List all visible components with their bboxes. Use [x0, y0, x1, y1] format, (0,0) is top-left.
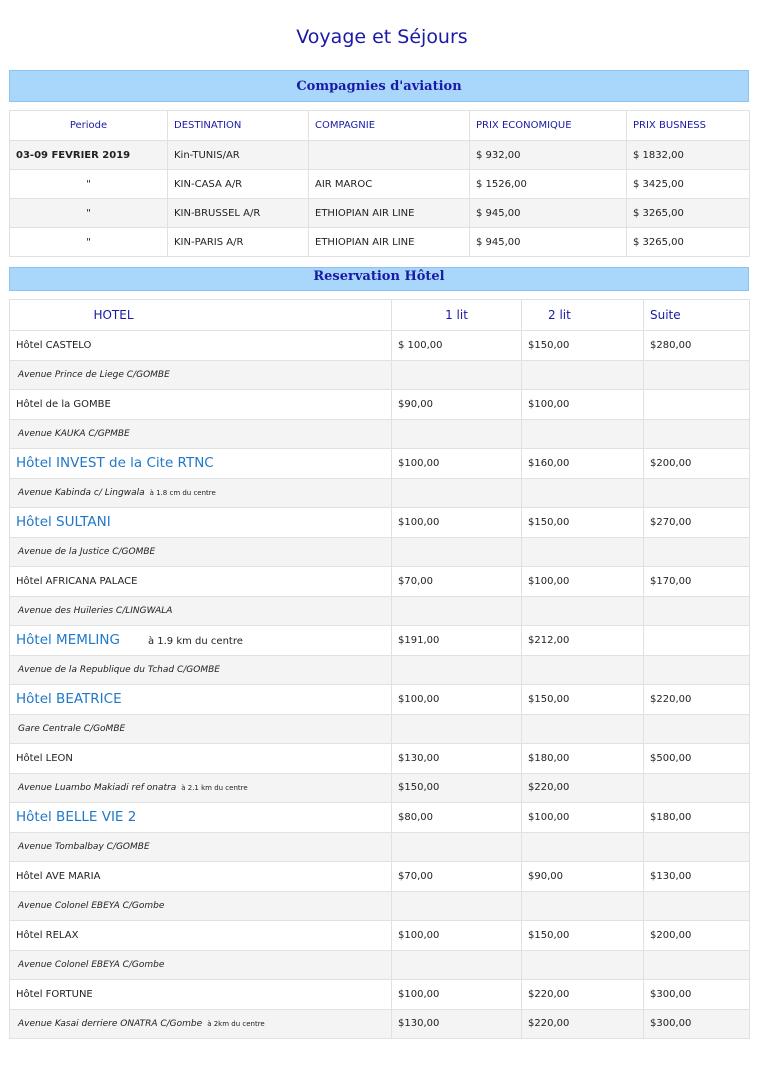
price-double: $150,00 — [522, 685, 644, 715]
hotel-address — [10, 891, 392, 921]
hotel-address — [10, 1009, 392, 1039]
hotel-name — [10, 744, 392, 774]
price-double — [522, 891, 644, 921]
hotel-address-row — [10, 891, 750, 921]
hotel-name — [10, 626, 392, 656]
flights-cell-business: $ 3265,00 — [627, 228, 750, 257]
price-single: $100,00 — [392, 921, 522, 951]
hotel-name-text: Hôtel RELAX — [16, 929, 79, 941]
hotels-header-suite: Suite — [644, 300, 750, 331]
price-suite — [644, 537, 750, 567]
hotel-address-text: Avenue Colonel EBEYA C/Gombe — [18, 901, 165, 912]
price-single — [392, 596, 522, 626]
price-single: $70,00 — [392, 567, 522, 597]
price-suite: $200,00 — [644, 449, 750, 479]
flights-cell-company — [309, 141, 470, 170]
hotel-address-text: Avenue Kabinda c/ Lingwala — [18, 488, 145, 499]
hotel-name — [10, 803, 392, 833]
flights-cell-destination: KIN-CASA A/R — [168, 170, 309, 199]
hotel-address-text: Avenue de la Republique du Tchad C/GOMBE — [18, 665, 220, 676]
price-suite: $280,00 — [644, 331, 750, 361]
price-double: $150,00 — [522, 331, 644, 361]
price-suite: $270,00 — [644, 508, 750, 538]
price-suite — [644, 655, 750, 685]
price-double: $220,00 — [522, 980, 644, 1010]
price-single — [392, 655, 522, 685]
price-suite: $220,00 — [644, 685, 750, 715]
price-single — [392, 360, 522, 390]
price-suite — [644, 832, 750, 862]
price-suite: $170,00 — [644, 567, 750, 597]
flights-cell-eco: $ 1526,00 — [470, 170, 627, 199]
flights-cell-company: AIR MAROC — [309, 170, 470, 199]
hotels-heading: Reservation Hôtel — [9, 267, 749, 291]
price-suite — [644, 891, 750, 921]
price-double — [522, 537, 644, 567]
price-suite — [644, 360, 750, 390]
hotel-address — [10, 596, 392, 626]
price-single: $90,00 — [392, 390, 522, 420]
flights-cell-destination: KIN-BRUSSEL A/R — [168, 199, 309, 228]
hotel-address-text: Avenue Kasai derriere ONATRA C/Gombe — [18, 1019, 203, 1030]
price-single: $100,00 — [392, 980, 522, 1010]
hotel-name-text: Hôtel AVE MARIA — [16, 870, 101, 882]
price-suite — [644, 419, 750, 449]
hotel-name — [10, 980, 392, 1010]
hotel-name-text: Hôtel LEON — [16, 752, 73, 764]
price-suite — [644, 714, 750, 744]
hotel-name-row — [10, 862, 750, 892]
hotel-name-row — [10, 567, 750, 597]
hotel-name-text: Hôtel MEMLING — [16, 632, 120, 649]
hotel-name-row — [10, 390, 750, 420]
price-suite — [644, 390, 750, 420]
flights-cell-destination: KIN-PARIS A/R — [168, 228, 309, 257]
hotel-address-text: Avenue KAUKA C/GPMBE — [18, 429, 130, 440]
hotel-name — [10, 567, 392, 597]
price-single — [392, 419, 522, 449]
flights-row — [10, 199, 750, 228]
hotel-name — [10, 921, 392, 951]
hotel-address-text: Avenue des Huileries C/LINGWALA — [18, 606, 173, 617]
hotel-address-row — [10, 773, 750, 803]
price-double — [522, 419, 644, 449]
hotel-name-row — [10, 744, 750, 774]
price-double — [522, 596, 644, 626]
price-double: $90,00 — [522, 862, 644, 892]
hotel-address-row — [10, 360, 750, 390]
hotels-header-hotel: HOTEL — [10, 300, 392, 331]
hotel-address-row — [10, 832, 750, 862]
flights-row — [10, 228, 750, 257]
price-single — [392, 891, 522, 921]
hotel-address-text: Avenue Prince de Liege C/GOMBE — [18, 370, 170, 381]
hotel-name — [10, 449, 392, 479]
price-suite — [644, 478, 750, 508]
hotel-name-text: Hôtel BELLE VIE 2 — [16, 809, 137, 826]
price-single: $130,00 — [392, 744, 522, 774]
flights-cell-period: 03-09 FEVRIER 2019 — [10, 141, 168, 170]
price-single: $100,00 — [392, 508, 522, 538]
price-single: $130,00 — [392, 1009, 522, 1039]
hotel-address — [10, 360, 392, 390]
hotel-name-text: Hôtel de la GOMBE — [16, 398, 111, 410]
price-single: $100,00 — [392, 449, 522, 479]
page-title: Voyage et Séjours — [296, 26, 468, 48]
price-double: $150,00 — [522, 921, 644, 951]
hotel-name-row — [10, 331, 750, 361]
hotel-address-row — [10, 950, 750, 980]
price-double — [522, 655, 644, 685]
hotel-name-row — [10, 449, 750, 479]
flights-header-business: PRIX BUSNESS — [627, 111, 750, 141]
price-suite: $300,00 — [644, 980, 750, 1010]
flights-row — [10, 141, 750, 170]
price-suite — [644, 626, 750, 656]
flights-cell-eco: $ 932,00 — [470, 141, 627, 170]
hotel-name-text: Hôtel AFRICANA PALACE — [16, 575, 138, 587]
price-double — [522, 714, 644, 744]
flights-row — [10, 170, 750, 199]
flights-cell-business: $ 1832,00 — [627, 141, 750, 170]
hotel-address-row — [10, 596, 750, 626]
price-single — [392, 714, 522, 744]
hotels-header-row — [10, 300, 750, 331]
price-double — [522, 478, 644, 508]
price-double: $100,00 — [522, 390, 644, 420]
hotel-name — [10, 331, 392, 361]
airlines-heading: Compagnies d'aviation — [9, 70, 749, 102]
price-single: $191,00 — [392, 626, 522, 656]
hotel-name-text: Hôtel FORTUNE — [16, 988, 93, 1000]
price-suite — [644, 950, 750, 980]
price-double: $212,00 — [522, 626, 644, 656]
hotel-address — [10, 714, 392, 744]
flights-cell-company: ETHIOPIAN AIR LINE — [309, 199, 470, 228]
hotel-name — [10, 508, 392, 538]
price-single — [392, 537, 522, 567]
hotel-address-row — [10, 655, 750, 685]
hotels-table — [9, 299, 750, 1039]
hotel-address-row — [10, 1009, 750, 1039]
flights-cell-business: $ 3425,00 — [627, 170, 750, 199]
price-suite: $300,00 — [644, 1009, 750, 1039]
price-suite — [644, 596, 750, 626]
hotel-name-row — [10, 626, 750, 656]
hotel-address — [10, 419, 392, 449]
flights-cell-company: ETHIOPIAN AIR LINE — [309, 228, 470, 257]
hotel-address-text: Avenue Colonel EBEYA C/Gombe — [18, 960, 165, 971]
hotel-name — [10, 862, 392, 892]
flights-cell-period: " — [10, 228, 168, 257]
flights-header-destination: DESTINATION — [168, 111, 309, 141]
hotels-header-double: 2 lit — [522, 300, 644, 331]
price-double: $100,00 — [522, 803, 644, 833]
price-single — [392, 478, 522, 508]
hotel-address-row — [10, 537, 750, 567]
price-suite: $500,00 — [644, 744, 750, 774]
hotel-distance-note: à 2.1 km du centre — [181, 784, 248, 793]
hotel-name-row — [10, 508, 750, 538]
hotel-name-row — [10, 921, 750, 951]
hotel-name-row — [10, 803, 750, 833]
hotel-address — [10, 773, 392, 803]
price-single — [392, 950, 522, 980]
hotel-name-text: Hôtel BEATRICE — [16, 691, 122, 708]
hotel-distance-note: à 1.9 km du centre — [147, 636, 243, 648]
hotel-address-text: Gare Centrale C/GoMBE — [18, 724, 126, 735]
price-suite: $180,00 — [644, 803, 750, 833]
price-double: $180,00 — [522, 744, 644, 774]
hotel-name-text: Hôtel INVEST de la Cite RTNC — [16, 455, 214, 472]
price-double — [522, 832, 644, 862]
price-suite — [644, 773, 750, 803]
flights-cell-eco: $ 945,00 — [470, 199, 627, 228]
flights-cell-destination: Kin-TUNIS/AR — [168, 141, 309, 170]
hotel-name-row — [10, 980, 750, 1010]
hotel-name-text: Hôtel CASTELO — [16, 339, 92, 351]
hotel-address — [10, 950, 392, 980]
hotel-address — [10, 478, 392, 508]
hotel-distance-note: à 2km du centre — [207, 1020, 265, 1029]
hotel-address-text: Avenue de la Justice C/GOMBE — [18, 547, 156, 558]
price-suite: $130,00 — [644, 862, 750, 892]
hotel-address — [10, 832, 392, 862]
price-suite: $200,00 — [644, 921, 750, 951]
price-double — [522, 360, 644, 390]
price-double: $220,00 — [522, 1009, 644, 1039]
flights-cell-business: $ 3265,00 — [627, 199, 750, 228]
flights-header-eco: PRIX ECONOMIQUE — [470, 111, 627, 141]
price-single: $ 100,00 — [392, 331, 522, 361]
price-double: $100,00 — [522, 567, 644, 597]
flights-table — [9, 110, 750, 257]
hotel-address-text: Avenue Luambo Makiadi ref onatra — [18, 783, 177, 794]
hotels-header-single: 1 lit — [392, 300, 522, 331]
flights-header-company: COMPAGNIE — [309, 111, 470, 141]
price-double: $150,00 — [522, 508, 644, 538]
hotel-name-row — [10, 685, 750, 715]
hotel-address-row — [10, 478, 750, 508]
hotel-name — [10, 390, 392, 420]
price-single: $100,00 — [392, 685, 522, 715]
flights-cell-period: " — [10, 199, 168, 228]
hotel-distance-note: à 1.8 cm du centre — [149, 489, 216, 498]
hotel-address-row — [10, 714, 750, 744]
flights-header-row — [10, 111, 750, 141]
price-double: $160,00 — [522, 449, 644, 479]
price-single — [392, 832, 522, 862]
hotel-address-text: Avenue Tombalbay C/GOMBE — [18, 842, 150, 853]
flights-cell-period: " — [10, 170, 168, 199]
hotel-address-row — [10, 419, 750, 449]
flights-cell-eco: $ 945,00 — [470, 228, 627, 257]
hotel-address — [10, 655, 392, 685]
price-single: $70,00 — [392, 862, 522, 892]
hotel-name-text: Hôtel SULTANI — [16, 514, 111, 531]
hotel-name — [10, 685, 392, 715]
flights-header-period: Periode — [10, 111, 168, 141]
price-double: $220,00 — [522, 773, 644, 803]
hotel-address — [10, 537, 392, 567]
price-single: $150,00 — [392, 773, 522, 803]
price-double — [522, 950, 644, 980]
price-single: $80,00 — [392, 803, 522, 833]
